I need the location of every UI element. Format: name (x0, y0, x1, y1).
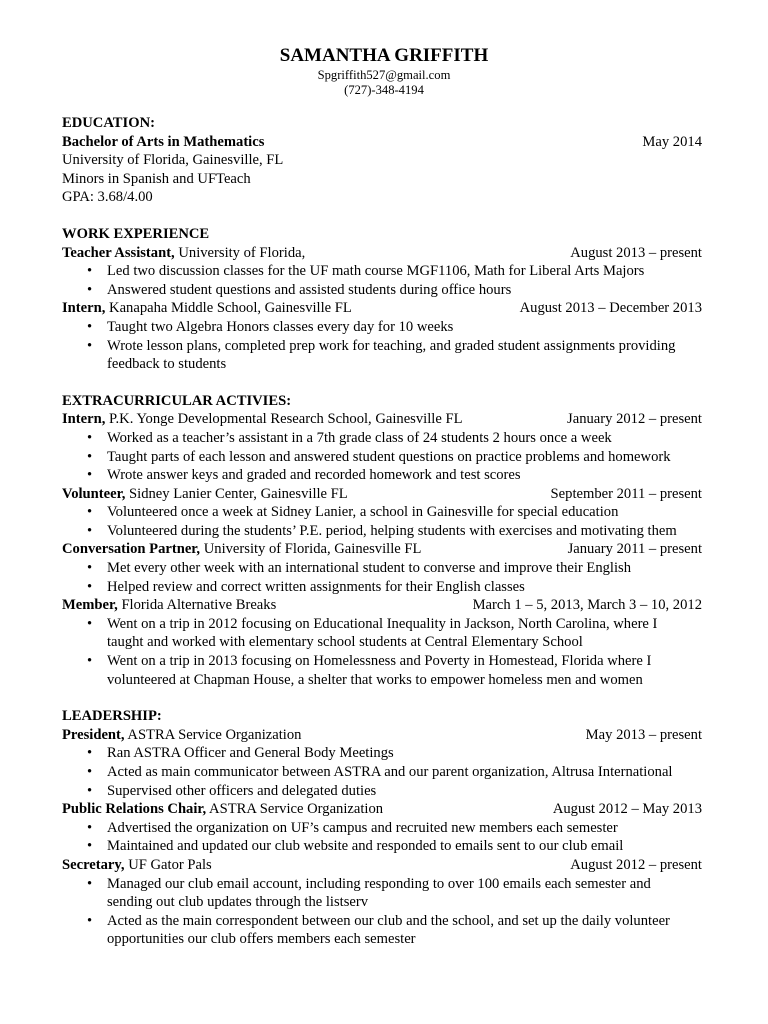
university-line: University of Florida, Gainesville, FL (62, 152, 284, 169)
bullet-list (62, 318, 706, 374)
bullet-item: • Wrote lesson plans, completed prep work for teaching, and graded student assignments providing feedback to students (62, 337, 706, 374)
work-section (62, 225, 706, 374)
work-heading: WORK EXPERIENCE (62, 225, 210, 242)
bullet-item: • Met every other week with an international student to converse and improve their English (62, 559, 706, 578)
bullet-list (62, 875, 706, 949)
applicant-name: SAMANTHA GRIFFITH (279, 45, 489, 66)
minors-line: Minors in Spanish and UFTeach (62, 170, 251, 187)
bullet-item: • Maintained and updated our club website and responded to emails sent to our club email (62, 837, 706, 856)
bullet-list (62, 429, 706, 485)
bullet-item: • Supervised other officers and delegated duties (62, 782, 706, 801)
bullet-item: • Acted as the main correspondent between our club and the school, and set up the daily volunteer opportunities our club offers members each semester (62, 912, 676, 949)
bullet-list (62, 744, 706, 800)
entry-header (62, 596, 706, 615)
education-section (62, 114, 706, 207)
bullet-list (62, 503, 706, 540)
degree-row (62, 133, 706, 152)
entry-org: Kanapaha Middle School, Gainesville FL (105, 300, 352, 317)
entry-org: University of Florida, (174, 244, 306, 261)
extracurricular-entry (62, 485, 706, 541)
work-entry (62, 299, 706, 373)
entry-role: Secretary, (62, 856, 125, 873)
entry-role: Teacher Assistant, (62, 244, 175, 261)
bullet-item: • Taught two Algebra Honors classes every day for 10 weeks (62, 318, 706, 337)
bullet-item: • Went on a trip in 2012 focusing on Educational Inequality in Jackson, North Carolina, where I taught and worked with elementary school students at Central Elementary School (62, 615, 666, 652)
degree-name: Bachelor of Arts in Mathematics (62, 133, 265, 150)
bullet-item: • Helped review and correct written assignments for their English classes (62, 578, 706, 597)
bullet-item: • Answered student questions and assisted students during office hours (62, 281, 706, 300)
entry-date: September 2011 – present (550, 485, 702, 502)
gpa-line: GPA: 3.68/4.00 (62, 189, 153, 206)
email-address: Spgriffith527@gmail.com (317, 68, 451, 82)
phone-number: (727)-348-4194 (344, 83, 424, 97)
bullet-list (62, 262, 706, 299)
leadership-entry (62, 800, 706, 856)
extracurricular-entry (62, 596, 706, 689)
bullet-item: • Went on a trip in 2013 focusing on Homelessness and Poverty in Homestead, Florida where I volunteered at Chapman House, a shelter that works to empower homeless men and women (62, 652, 666, 689)
entry-date: January 2012 – present (567, 411, 702, 428)
extracurricular-entry (62, 540, 706, 596)
degree-date: May 2014 (642, 133, 702, 150)
entry-role: President, (62, 726, 125, 743)
bullet-list (62, 819, 706, 856)
entry-org: Florida Alternative Breaks (117, 597, 277, 614)
entry-org: University of Florida, Gainesville FL (200, 541, 422, 558)
entry-date: May 2013 – present (585, 726, 702, 743)
leadership-entry (62, 726, 706, 800)
entry-date: August 2013 – December 2013 (519, 300, 702, 317)
entry-date: January 2011 – present (567, 541, 702, 558)
bullet-list (62, 559, 706, 596)
bullet-item: • Acted as main communicator between ASTRA and our parent organization, Altrusa International (62, 763, 706, 782)
entry-org: Sidney Lanier Center, Gainesville FL (125, 485, 348, 502)
entry-org: ASTRA Service Organization (206, 801, 384, 818)
bullet-item: • Volunteered during the students’ P.E. period, helping students with exercises and motivating them (62, 522, 706, 541)
bullet-list (62, 615, 706, 689)
entry-header (62, 299, 706, 318)
work-entry (62, 244, 706, 300)
entry-org: UF Gator Pals (124, 856, 212, 873)
entry-header (62, 244, 706, 263)
bullet-item: • Taught parts of each lesson and answered student questions on practice problems and homework (62, 448, 706, 467)
bullet-item: • Managed our club email account, including responding to over 100 emails each semester and sending out club updates through the listserv (62, 875, 676, 912)
resume-header (62, 44, 706, 98)
extracurricular-heading: EXTRACURRICULAR ACTIVIES: (62, 392, 292, 409)
entry-org: P.K. Yonge Developmental Research School, Gainesville FL (105, 411, 463, 428)
education-heading: EDUCATION: (62, 115, 155, 131)
entry-date: August 2013 – present (570, 244, 702, 261)
entry-header (62, 540, 706, 559)
entry-role: Volunteer, (62, 485, 126, 502)
bullet-item: • Led two discussion classes for the UF math course MGF1106, Math for Liberal Arts Majors (62, 262, 706, 281)
bullet-item: • Advertised the organization on UF’s campus and recruited new members each semester (62, 819, 706, 838)
entry-role: Intern, (62, 300, 106, 317)
entry-date: August 2012 – May 2013 (552, 801, 702, 818)
entry-header (62, 856, 706, 875)
entry-date: August 2012 – present (570, 856, 702, 873)
leadership-heading: LEADERSHIP: (62, 708, 162, 725)
resume-page (62, 44, 706, 949)
bullet-item: • Worked as a teacher’s assistant in a 7th grade class of 24 students 2 hours once a week (62, 429, 706, 448)
bullet-item: • Ran ASTRA Officer and General Body Meetings (62, 744, 706, 763)
leadership-section (62, 707, 706, 949)
entry-org: ASTRA Service Organization (124, 726, 302, 743)
leadership-entry (62, 856, 706, 949)
entry-header (62, 800, 706, 819)
entry-header (62, 410, 706, 429)
extracurricular-section (62, 392, 706, 690)
entry-role: Member, (62, 597, 118, 614)
entry-role: Conversation Partner, (62, 541, 201, 558)
bullet-item: • Volunteered once a week at Sidney Lanier, a school in Gainesville for special education (62, 503, 706, 522)
bullet-item: • Wrote answer keys and graded and recorded homework and test scores (62, 466, 706, 485)
entry-role: Intern, (62, 411, 106, 428)
entry-date: March 1 – 5, 2013, March 3 – 10, 2012 (472, 597, 702, 614)
extracurricular-entry (62, 410, 706, 484)
entry-header (62, 726, 706, 745)
entry-header (62, 485, 706, 504)
entry-role: Public Relations Chair, (62, 801, 207, 818)
